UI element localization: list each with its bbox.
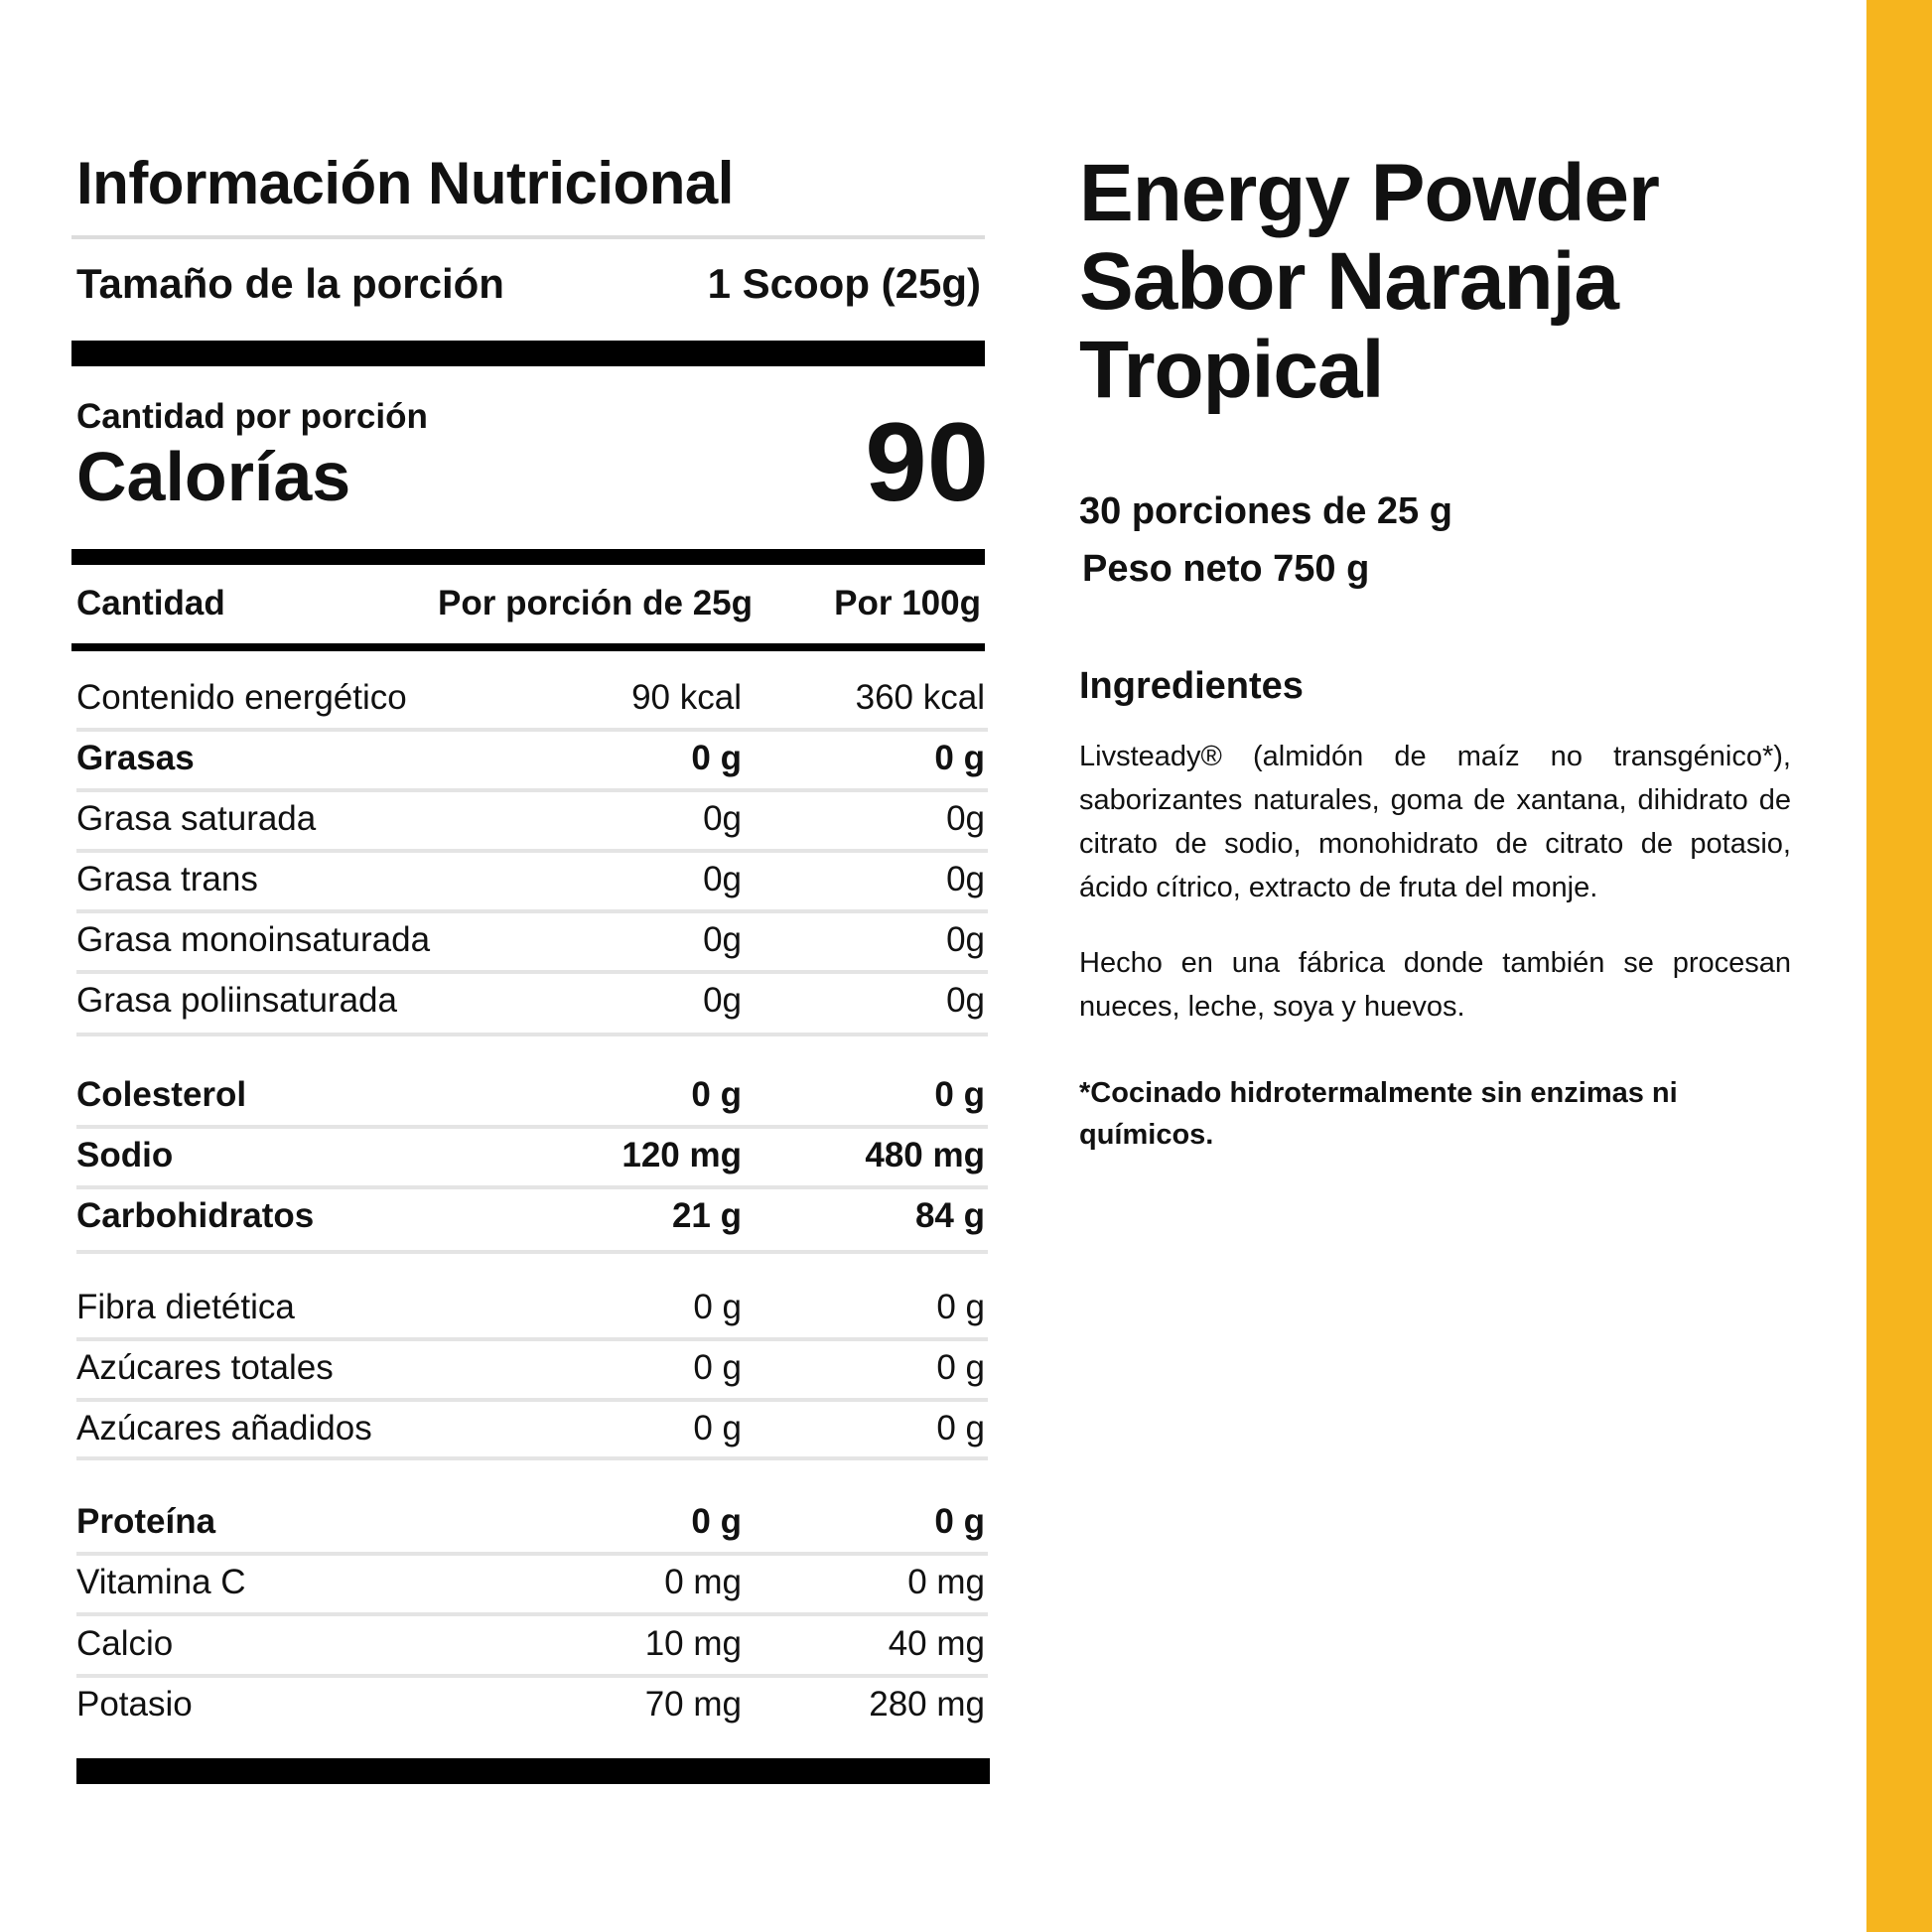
table-row [76, 1136, 985, 1187]
table-row [76, 1288, 985, 1339]
footnote: *Cocinado hidrotermalmente sin enzimas ni químicos. [1079, 1077, 1678, 1151]
table-row [76, 920, 985, 972]
nutrient-name: Grasas [76, 739, 195, 777]
nutrient-name: Sodio [76, 1136, 174, 1174]
table-row [76, 1624, 985, 1676]
table-row [76, 1196, 985, 1248]
product-title [1079, 149, 1659, 414]
table-row [76, 1502, 985, 1554]
nutrient-name: Potasio [76, 1685, 193, 1724]
row-separator [76, 1612, 988, 1616]
top-rule [71, 235, 985, 239]
per-100g-value: 0 mg [907, 1563, 985, 1601]
nutrient-name: Colesterol [76, 1075, 247, 1114]
row-separator [76, 909, 988, 913]
column-header-per-serving: Por porción de 25g [438, 584, 753, 622]
nutrient-name: Grasa saturada [76, 799, 317, 838]
row-separator [76, 1033, 988, 1036]
nutrient-name: Grasa monoinsaturada [76, 920, 431, 959]
panel-title: Información Nutricional [76, 150, 734, 216]
row-separator [76, 1250, 988, 1254]
amount-per-serving-label: Cantidad por porción [76, 397, 428, 436]
calories-label: Calorías [76, 438, 351, 515]
row-separator [76, 1456, 988, 1460]
per-serving-value: 0 g [691, 739, 742, 777]
per-serving-value: 0 g [691, 1502, 742, 1541]
table-row [76, 1075, 985, 1127]
per-100g-value: 84 g [914, 1196, 985, 1235]
per-100g-value: 0 g [936, 1288, 985, 1326]
nutrient-name: Grasa trans [76, 860, 258, 898]
per-100g-value: 0g [946, 799, 985, 838]
nutrient-name: Azúcares añadidos [76, 1409, 372, 1448]
per-100g-value: 360 kcal [855, 678, 985, 717]
nutrient-name: Carbohidratos [76, 1196, 315, 1235]
portions-count: 30 porciones de 25 g [1079, 490, 1452, 532]
ingredients-heading: Ingredientes [1079, 665, 1304, 707]
product-title-line: Sabor Naranja [1079, 236, 1618, 327]
per-serving-value: 120 mg [621, 1136, 742, 1174]
per-serving-value: 90 kcal [631, 678, 742, 717]
per-100g-value: 0g [946, 920, 985, 959]
per-100g-value: 0g [946, 860, 985, 898]
per-serving-value: 0 g [693, 1348, 742, 1387]
bottom-bar [76, 1758, 990, 1784]
table-row [76, 1563, 985, 1614]
row-separator [76, 788, 988, 792]
net-weight: Peso neto 750 g [1082, 548, 1370, 590]
per-100g-value: 0 g [934, 739, 985, 777]
row-separator [76, 849, 988, 853]
per-100g-value: 40 mg [888, 1624, 985, 1663]
nutrient-name: Grasa poliinsaturada [76, 981, 397, 1020]
table-row [76, 1685, 985, 1736]
table-row [76, 860, 985, 911]
nutrient-name: Fibra dietética [76, 1288, 295, 1326]
product-title-line: Energy Powder [1079, 148, 1659, 238]
per-serving-value: 0g [703, 860, 742, 898]
per-100g-value: 0 g [934, 1502, 985, 1541]
ingredients-text: Livsteady® (almidón de maíz no transgénico*), saborizantes naturales, goma de xantana, dihidrato de citrato de sodio, monohidrato de citrato de potasio, ácido cítrico, extracto de fruta del monje. [1079, 741, 1791, 903]
table-row [76, 1348, 985, 1400]
serving-size-value: 1 Scoop (25g) [707, 260, 981, 307]
header-divider [71, 643, 985, 651]
per-100g-value: 480 mg [865, 1136, 985, 1174]
nutrient-name: Proteína [76, 1502, 216, 1541]
column-header-per-100g: Por 100g [834, 584, 981, 622]
nutrient-name: Vitamina C [76, 1563, 246, 1601]
row-separator [76, 728, 988, 732]
table-row [76, 981, 985, 1033]
nutrient-name: Contenido energético [76, 678, 407, 717]
table-row [76, 739, 985, 790]
thick-divider [71, 341, 985, 366]
row-separator [76, 970, 988, 974]
row-separator [76, 1337, 988, 1341]
row-separator [76, 1552, 988, 1556]
per-serving-value: 0 g [693, 1409, 742, 1448]
column-header-amount: Cantidad [76, 584, 225, 622]
row-separator [76, 1125, 988, 1129]
row-separator [76, 1398, 988, 1402]
accent-stripe [1866, 0, 1932, 1932]
per-100g-value: 0g [946, 981, 985, 1020]
per-serving-value: 0g [703, 799, 742, 838]
per-100g-value: 0 g [936, 1348, 985, 1387]
calories-value: 90 [865, 400, 989, 524]
per-serving-value: 0 g [691, 1075, 742, 1114]
per-serving-value: 21 g [671, 1196, 742, 1235]
allergen-notice: Hecho en una fábrica donde también se procesan nueces, leche, soya y huevos. [1079, 947, 1791, 1023]
per-100g-value: 280 mg [869, 1685, 985, 1724]
table-row [76, 678, 985, 730]
row-separator [76, 1185, 988, 1189]
per-serving-value: 0g [703, 920, 742, 959]
nutrient-name: Azúcares totales [76, 1348, 334, 1387]
per-serving-value: 10 mg [644, 1624, 742, 1663]
nutrient-name: Calcio [76, 1624, 174, 1663]
row-separator [76, 1674, 988, 1678]
per-100g-value: 0 g [936, 1409, 985, 1448]
table-row [76, 1409, 985, 1460]
per-serving-value: 70 mg [644, 1685, 742, 1724]
per-serving-value: 0 mg [664, 1563, 742, 1601]
per-100g-value: 0 g [934, 1075, 985, 1114]
per-serving-value: 0g [703, 981, 742, 1020]
serving-size-label: Tamaño de la porción [76, 260, 504, 307]
thick-divider [71, 549, 985, 565]
table-row [76, 799, 985, 851]
per-serving-value: 0 g [693, 1288, 742, 1326]
product-title-line: Tropical [1079, 325, 1384, 415]
